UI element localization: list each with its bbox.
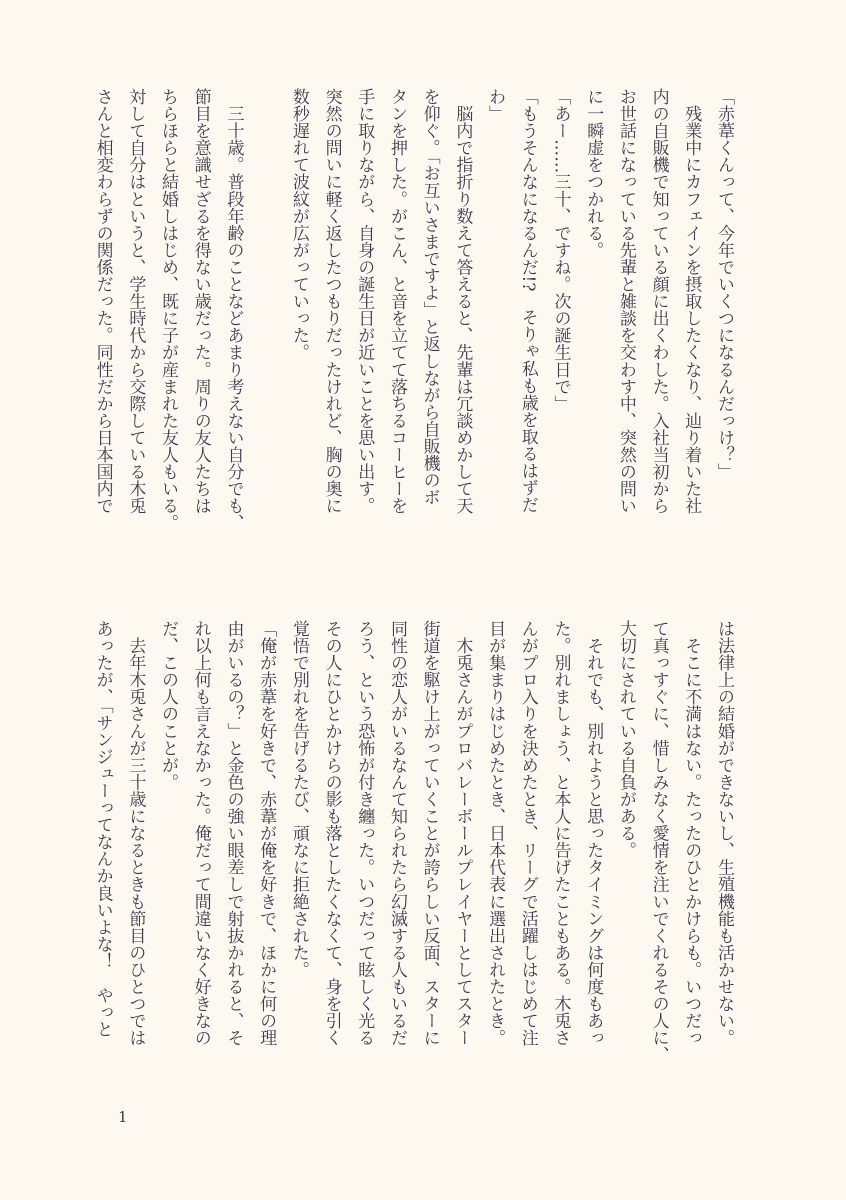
text-line: れ以上何も言えなかった。俺だって間違いなく好きなの	[190, 620, 211, 1047]
text-line: 「赤葦くんって、今年でいくつになるんだっけ？」	[714, 88, 734, 481]
text-line: 覚悟で別れを告げるたび、頑なに拒絶された。	[288, 620, 309, 979]
page-number: 1	[118, 1108, 128, 1126]
text-line: に一瞬虚をつかれる。	[583, 88, 604, 259]
text-line: 突然の問いに軽く返したつもりだったけれど、胸の奥に	[321, 88, 342, 515]
text-line: は法律上の結婚ができないし、生殖機能も活かせない。	[714, 620, 734, 1047]
text-line: 脳内で指折り数えて答えると、先輩は冗談めかして天	[452, 88, 473, 515]
text-line: ろう、という恐怖が付き纏った。いつだって眩しく光る	[354, 620, 375, 1047]
text-line: それでも、別れようと思ったタイミングは何度もあっ	[583, 620, 604, 1047]
text-line: た。別れましょう、と本人に告げたこともある。木兎さ	[550, 620, 571, 1047]
text-line: んがプロ入りを決めたとき、リーグで活躍しはじめて注	[517, 620, 538, 1047]
text-line: 手に取りながら、自身の誕生日が近いことを思い出す。	[354, 88, 375, 515]
text-line: 残業中にカフェインを摂取したくなり、辿り着いた社	[681, 88, 702, 515]
text-line: 「もうそんなになるんだ!? そりゃ私も歳を取るはずだ	[517, 88, 538, 514]
text-line: あったが、「サンジューってなんか良いよな！ やっと	[92, 620, 113, 1038]
text-line: さんと相変わらずの関係だった。同性だから日本国内で	[92, 88, 113, 515]
text-line: 対して自分はというと、学生時代から交際している木兎	[125, 88, 146, 515]
text-line: 木兎さんがプロバレーボールプレイヤーとしてスター	[452, 620, 473, 1047]
text-line: タンを押した。がこん、と音を立てて落ちるコーヒーを	[386, 88, 407, 515]
text-line: そこに不満はない。たったのひとかけらも。いつだっ	[681, 620, 702, 1047]
text-block-top	[86, 88, 740, 598]
text-block-bottom	[86, 620, 740, 1130]
text-line: 街道を駆け上がっていくことが誇らしい反面、スターに	[419, 620, 440, 1047]
text-line: 内の自販機で知っている顔に出くわした。入社当初から	[648, 88, 669, 515]
text-line: て真っすぐに、惜しみなく愛情を注いでくれるその人に、	[648, 620, 669, 1064]
text-line: 同性の恋人がいるなんて知られたら幻滅する人もいるだ	[386, 620, 407, 1047]
text-line: 由がいるの？」と金色の強い眼差しで射抜かれると、そ	[223, 620, 244, 1047]
text-line: を仰ぐ。「お互いさまですよ」と返しながら自販機のボ	[419, 88, 440, 506]
text-line: だ、この人のことが。	[158, 620, 179, 791]
text-line: わ」	[485, 88, 506, 123]
text-line: 節目を意識せざるを得ない歳だった。周りの友人たちは	[190, 88, 211, 515]
text-line: 「あー……三十、ですね。次の誕生日で」	[550, 88, 571, 412]
text-line: ちらほらと結婚しはじめ、既に子が産まれた友人もいる。	[158, 88, 179, 532]
text-line	[249, 88, 282, 598]
text-line: その人にひとかけらの影も落としたくなくて、身を引く	[321, 620, 342, 1047]
text-line: 数秒遅れて波紋が広がっていった。	[288, 88, 309, 361]
text-line: 「俺が赤葦を好きで、赤葦が俺を好きで、ほかに何の理	[256, 620, 277, 1047]
text-line: 去年木兎さんが三十歳になるときも節目のひとつでは	[125, 620, 146, 1047]
text-line: 大切にされている自負がある。	[615, 620, 636, 859]
text-line: お世話になっている先輩と雑談を交わす中、突然の問い	[615, 88, 636, 515]
text-line: 三十歳。普段年齢のことなどあまり考えない自分でも、	[223, 88, 244, 532]
text-line: 目が集まりはじめたとき、日本代表に選出されたとき。	[485, 620, 506, 1047]
